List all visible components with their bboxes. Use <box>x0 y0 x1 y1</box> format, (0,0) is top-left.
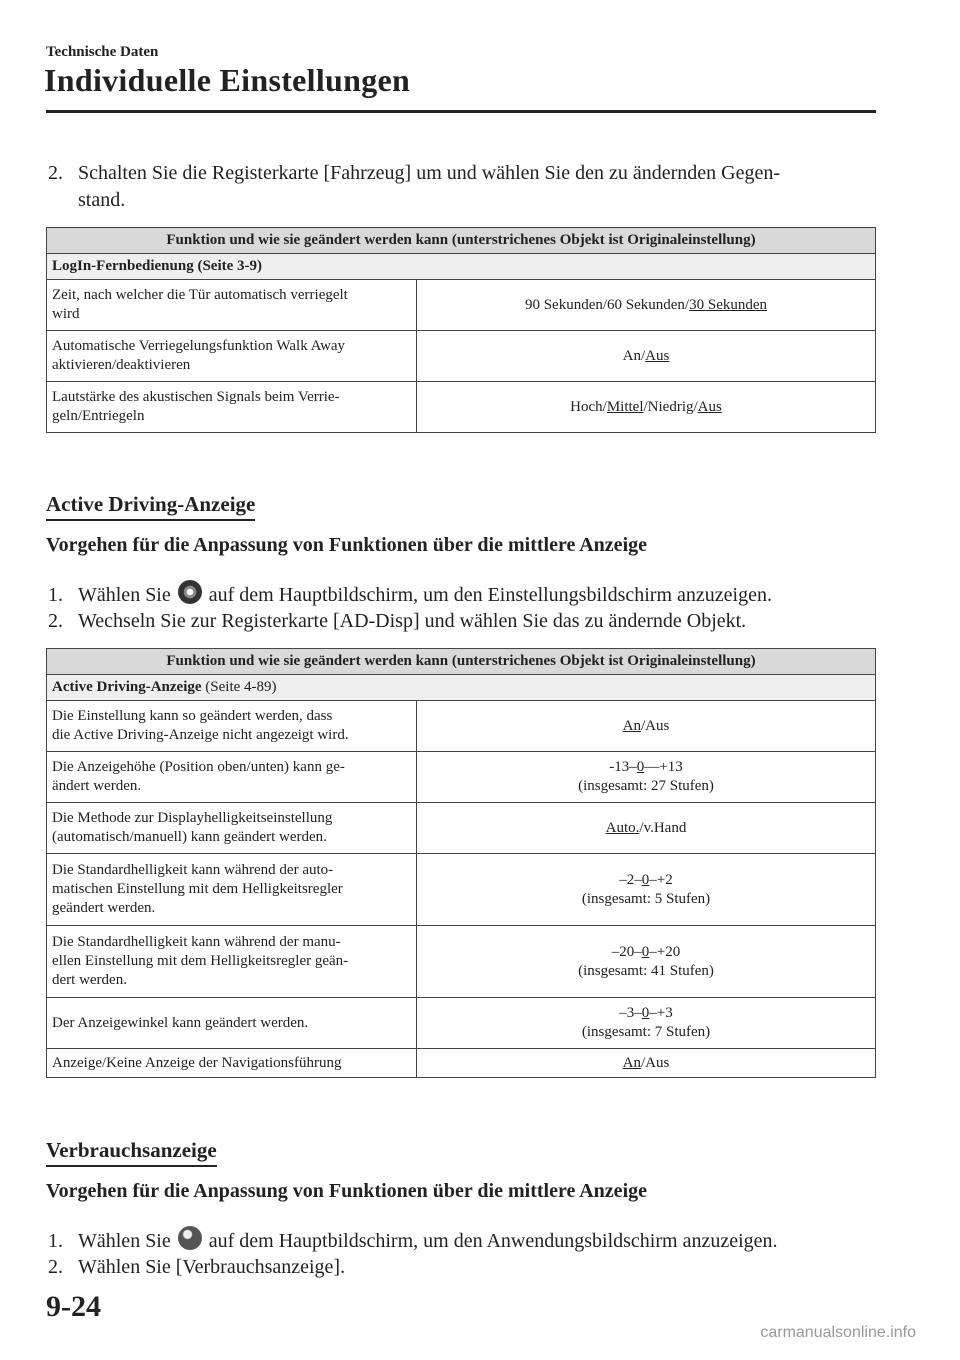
section-title-active-driving: Active Driving-Anzeige <box>46 492 255 521</box>
table-row: Die Einstellung kann so geändert werden, dass die Active Driving-Anzeige nicht angezeigt wird. An/Aus <box>47 701 876 752</box>
step-2-vehicle-tab: 2. Schalten Sie die Registerkarte [Fahrzeug] um und wählen Sie den zu ändernden Gegen- stand. <box>48 162 780 211</box>
active-driving-table <box>46 648 876 1078</box>
table-row: Zeit, nach welcher die Tür automatisch verriegelt wird 90 Sekunden/60 Sekunden/30 Sekunden <box>47 280 876 331</box>
subsection-title: Vorgehen für die Anpassung von Funktionen über die mittlere Anzeige <box>46 1180 647 1202</box>
table-row: Anzeige/Keine Anzeige der Navigationsführung An/Aus <box>47 1049 876 1078</box>
login-remote-table <box>46 227 876 433</box>
table-row: Die Standardhelligkeit kann während der manu- ellen Einstellung mit dem Helligkeitsregler geän- dert werden. –20–0–+20 (insgesamt: 41 Stufen) <box>47 926 876 998</box>
table-row: Die Methode zur Displayhelligkeitseinstellung (automatisch/manuell) kann geändert werden. Auto./v.Hand <box>47 803 876 854</box>
step-2-consumption: 2. Wählen Sie [Verbrauchsanzeige]. <box>48 1256 346 1278</box>
table-header: Funktion und wie sie geändert werden kann (unterstrichenes Objekt ist Originaleinstellung) <box>47 649 876 675</box>
applications-icon <box>178 1226 202 1250</box>
table-row: Automatische Verriegelungsfunktion Walk Away aktivieren/deaktivieren An/Aus <box>47 331 876 382</box>
table-section-active-driving: Active Driving-Anzeige (Seite 4-89) <box>47 675 876 701</box>
table-section-login: LogIn-Fernbedienung (Seite 3-9) <box>47 254 876 280</box>
subsection-title: Vorgehen für die Anpassung von Funktionen über die mittlere Anzeige <box>46 534 647 556</box>
table-header: Funktion und wie sie geändert werden kann (unterstrichenes Objekt ist Originaleinstellung) <box>47 228 876 254</box>
table-row: Die Anzeigehöhe (Position oben/unten) kann ge- ändert werden. -13–0—+13 (insgesamt: 27 Stufen) <box>47 752 876 803</box>
settings-gear-icon <box>178 580 202 604</box>
page-title: Individuelle Einstellungen <box>44 62 411 98</box>
page-number: 9-24 <box>46 1290 101 1323</box>
table-row: Lautstärke des akustischen Signals beim Verrie- geln/Entriegeln Hoch/Mittel/Niedrig/Aus <box>47 382 876 433</box>
chapter-label: Technische Daten <box>46 44 159 60</box>
step-2-ad-disp: 2. Wechseln Sie zur Registerkarte [AD-Disp] und wählen Sie das zu ändernde Objekt. <box>48 610 747 632</box>
header-divider <box>46 110 876 113</box>
step-1-applications: 1. Wählen Sie auf dem Hauptbildschirm, um den Anwendungsbildschirm anzuzeigen. <box>48 1226 778 1255</box>
section-title-consumption: Verbrauchsanzeige <box>46 1138 217 1167</box>
table-row: Der Anzeigewinkel kann geändert werden. –3–0–+3 (insgesamt: 7 Stufen) <box>47 998 876 1049</box>
watermark: carmanualsonline.info <box>760 1324 916 1341</box>
step-1-settings: 1. Wählen Sie auf dem Hauptbildschirm, um den Einstellungsbildschirm anzuzeigen. <box>48 580 772 609</box>
table-row: Die Standardhelligkeit kann während der auto- matischen Einstellung mit dem Helligkeitsregler geändert werden. –2–0–+2 (insgesamt: 5 Stufen) <box>47 854 876 926</box>
